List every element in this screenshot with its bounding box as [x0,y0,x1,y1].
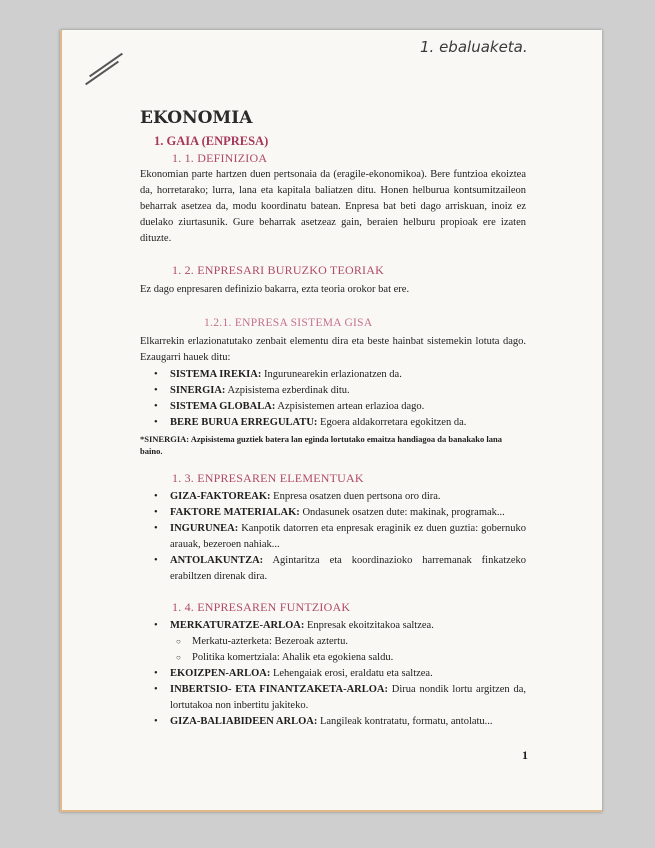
document-title: EKONOMIA [140,108,253,128]
theory-paragraph: Ez dago enpresaren definizio bakarra, ezta teoria orokor bat ere. [140,284,410,295]
list-item: • BERE BURUA ERREGULATU: Egoera aldakorretara egokitzen da. [140,415,526,431]
document-page [60,30,602,812]
heading-1-2: 1. 2. ENPRESARI BURUZKO TEORIAK [172,263,384,277]
list-item: • INGURUNEA: Kanpotik datorren eta enpresak eraginik ez duen guztia: gobernuko arauak, bezeroen nahiak... [140,521,526,553]
list-item: • SISTEMA IREKIA: Ingurunearekin erlazionatzen da. [140,367,526,383]
synergy-note: *SINERGIA: Azpisistema guztiek batera lan eginda lortutako emaitza handiagoa da banakako lana baino. [140,434,502,456]
system-intro: Elkarrekin erlazionatutako zenbait elementu dira eta beste hainbat sistemekin lotuta dago. Ezaugarri hauek ditu: [140,336,526,363]
list-item: • FAKTORE MATERIALAK: Ondasunek osatzen dute: makinak, programak... [140,505,526,521]
list-item: • GIZA-BALIABIDEEN ARLOA: Langileak kontratatu, formatu, antolatu... [140,714,526,730]
list-item: • MERKATURATZE-ARLOA: Enpresak ekoitzitakoa saltzea. [140,618,526,634]
sub-list-item: ○ Politika komertziala: Ahalik eta egokiena saldu. [140,650,526,666]
list-item: • INBERTSIO- ETA FINANTZAKETA-ARLOA: Dirua nondik lortu argitzen da, lortutakoa non inbertitu jakiteko. [140,682,526,714]
definition-paragraph: Ekonomian parte hartzen duen pertsonaia da (eragile-ekonomikoa). Bere funtzioa ekoiztea da, horretarako; lurra, lana eta kapitala baliatzen ditu. Honen helburua kontsumitzaileon beharrak asetzea da, modu koordinatu batean. Enpresa bat beti dago arriskuan, inoiz ez duelako ziurtasunik. Gure beharrak asetzeaz gain, beraien helburu propioak ere izaten dituzte. [140,169,526,244]
list-item: • GIZA-FAKTOREAK: Enpresa osatzen duen pertsona oro dira. [140,489,526,505]
section-heading-1: 1. GAIA (ENPRESA) [154,134,269,148]
pen-mark [89,53,123,78]
heading-1-1: 1. 1. DEFINIZIOA [172,151,268,165]
functions-list [140,618,526,730]
heading-1-2-1: 1.2.1. ENPRESA SISTEMA GISA [204,317,373,329]
heading-1-4: 1. 4. ENPRESAREN FUNTZIOAK [172,600,351,614]
page-number: 1 [522,748,528,762]
elements-list [140,489,526,585]
handwritten-note: 1. ebaluaketa. [420,38,528,56]
heading-1-3: 1. 3. ENPRESAREN ELEMENTUAK [172,471,364,485]
list-item: • SINERGIA: Azpisistema ezberdinak ditu. [140,383,526,399]
sub-list-item: ○ Merkatu-azterketa: Bezeroak aztertu. [140,634,526,650]
pen-mark [85,61,119,86]
list-item: • EKOIZPEN-ARLOA: Lehengaiak erosi, eraldatu eta saltzea. [140,666,526,682]
list-item: • SISTEMA GLOBALA: Azpisistemen artean erlazioa dago. [140,399,526,415]
system-features-list [140,367,526,431]
list-item: • ANTOLAKUNTZA: Agintaritza eta koordinazioko harremanak finkatzeko erabiltzen direnak dira. [140,553,526,585]
